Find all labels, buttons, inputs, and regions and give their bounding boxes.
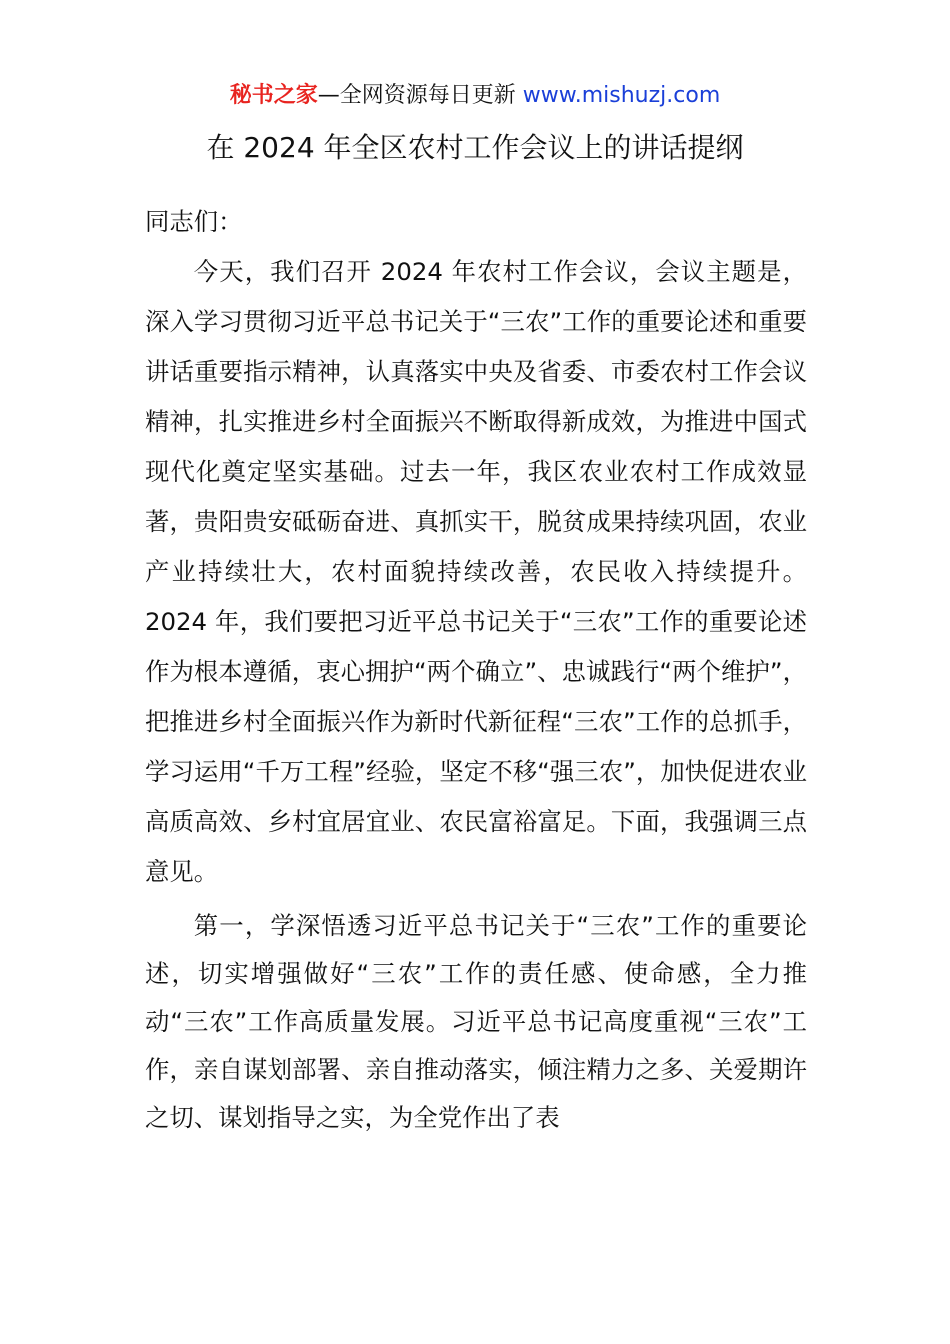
- header-tagline: —全网资源每日更新: [317, 83, 523, 108]
- paragraph-intro: 今天，我们召开 2024 年农村工作会议，会议主题是，深入学习贯彻习近平总书记关于“三农”工作的重要论述和重要讲话重要指示精神，认真落实中央及省委、市委农村工作会议精神，扎实推进乡村全面振兴不断取得新成效，为推进中国式现代化奠定坚实基础。过去一年，我区农业农村工作成效显著，贵阳贵安砥砺奋进、真抓实干，脱贫成果持续巩固，农业产业持续壮大，农村面貌持续改善，农民收入持续提升。2024 年，我们要把习近平总书记关于“三农”工作的重要论述作为根本遵循，衷心拥护“两个确立”、忠诚践行“两个维护”，把推进乡村全面振兴作为新时代新征程“三农”工作的总抓手，学习运用“千万工程”经验，坚定不移“强三农”，加快促进农业高质高效、乡村宜居宜业、农民富裕富足。下面，我强调三点意见。: [145, 257, 807, 886]
- site-link[interactable]: www.mishuzj.com: [522, 83, 721, 108]
- salutation: 同志们：: [145, 207, 243, 236]
- brand-name: 秘书之家: [229, 83, 318, 108]
- document-title: 在 2024 年全区农村工作会议上的讲话提纲: [206, 131, 744, 164]
- document-body: [145, 197, 807, 1142]
- site-header: [0, 80, 950, 112]
- paragraph-section-one: 第一，学深悟透习近平总书记关于“三农”工作的重要论述，切实增强做好“三农”工作的责任感、使命感，全力推动“三农”工作高质量发展。习近平总书记高度重视“三农”工作，亲自谋划部署、亲自推动落实，倾注精力之多、关爱期许之切、谋划指导之实，为全党作出了表: [145, 911, 807, 1132]
